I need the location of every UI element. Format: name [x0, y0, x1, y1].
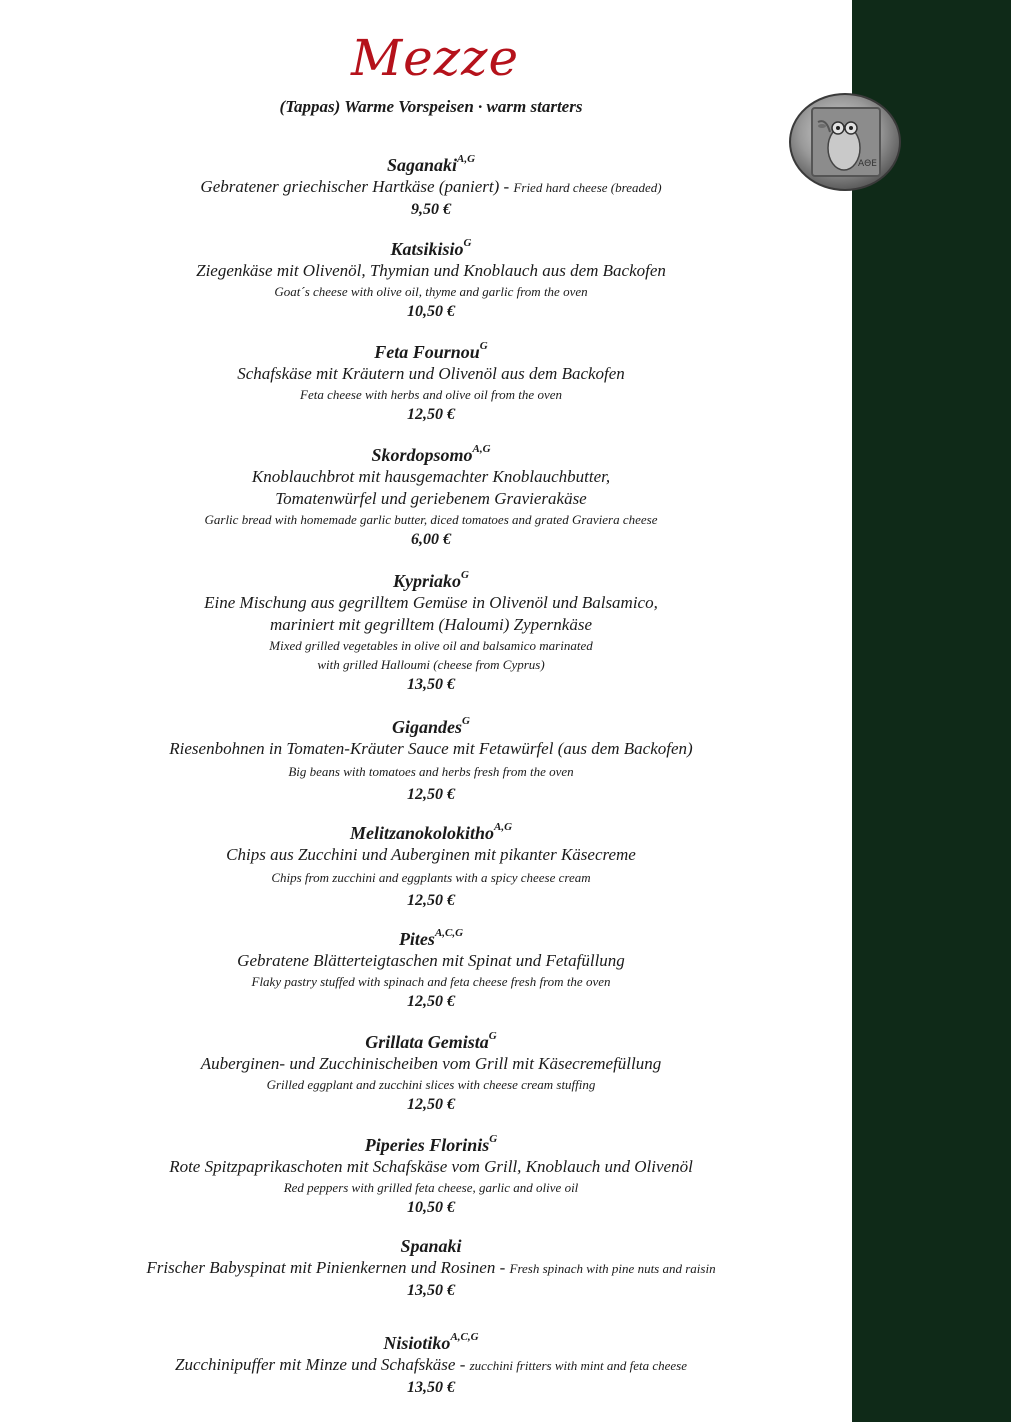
allergen-codes: G	[461, 569, 469, 581]
dish-name: Spanaki	[400, 1236, 462, 1256]
allergen-codes: G	[488, 1030, 497, 1042]
dish-description: Eine Mischung aus gegrilltem Gemüse in Olivenöl und Balsamico,	[204, 593, 658, 612]
dish-description: Gebratener griechischer Hartkäse (paniert) - Fried hard cheese (breaded)	[200, 177, 662, 196]
dish-name: Kypriako$^G$	[393, 569, 469, 591]
dish-description-en: Big beans with tomatoes and herbs fresh from the oven	[288, 764, 574, 779]
allergen-codes: G	[489, 1133, 498, 1145]
dish-description-en: Garlic bread with homemade garlic butter, diced tomatoes and grated Graviera cheese	[204, 512, 658, 527]
menu-item-nisiotiko	[0, 1328, 862, 1399]
menu-item-grillata-gemista	[0, 1027, 862, 1116]
dish-description-en: zucchini fritters with mint and feta cheese	[469, 1358, 687, 1373]
dish-description-line2: Tomatenwürfel und geriebenem Gravierakäse	[275, 489, 587, 508]
dish-description-en: Goat´s cheese with olive oil, thyme and garlic from the oven	[274, 284, 588, 299]
side-band	[852, 0, 1011, 1422]
dish-description: Riesenbohnen in Tomaten-Kräuter Sauce mit Fetawürfel (aus dem Backofen)	[169, 739, 693, 758]
dish-name: Gigandes$^G$	[392, 715, 470, 737]
allergen-codes: A,G	[494, 821, 513, 833]
svg-text:ΑΘΕ: ΑΘΕ	[858, 159, 877, 169]
dish-description-en: Chips from zucchini and eggplants with a spicy cheese cream	[271, 870, 591, 885]
dish-price: 6,00 €	[411, 531, 451, 548]
allergen-codes: G	[462, 715, 470, 727]
dish-price: 10,50 €	[407, 1199, 455, 1216]
dish-name: Pites$^{A,C,G}$	[398, 927, 464, 949]
allergen-codes: G	[479, 340, 488, 352]
dish-price: 12,50 €	[407, 1096, 455, 1113]
dish-description-en: Grilled eggplant and zucchini slices with cheese cream stuffing	[266, 1077, 596, 1092]
menu-item-pites	[0, 924, 862, 1013]
dish-price: 13,50 €	[407, 676, 455, 693]
dish-description: Zucchinipuffer mit Minze und Schafskäse - zucchini fritters with mint and feta cheese	[175, 1355, 687, 1374]
dish-name: Feta Fournou$^G$	[374, 340, 488, 362]
allergen-codes: A,C,G	[434, 927, 464, 939]
dish-name: Piperies Florinis$^G$	[364, 1133, 498, 1155]
dish-description-en-line2: with grilled Halloumi (cheese from Cyprus)	[317, 657, 545, 672]
dish-description-en: Flaky pastry stuffed with spinach and feta cheese fresh from the oven	[251, 974, 611, 989]
menu-item-kypriako	[0, 566, 862, 696]
menu-item-saganaki	[0, 150, 862, 221]
menu-item-piperies-florinis	[0, 1130, 862, 1219]
menu-item-skordopsomo	[0, 440, 862, 551]
dish-name: Skordopsomo$^{A,G}$	[371, 443, 491, 465]
dish-price: 13,50 €	[407, 1379, 455, 1396]
menu-item-feta-fournou	[0, 337, 862, 426]
dish-name: Saganaki$^{A,G}$	[386, 153, 476, 175]
menu-title: Mezze	[350, 29, 520, 87]
menu-item-gigandes	[0, 712, 862, 806]
dish-name: Melitzanokolokitho$^{A,G}$	[349, 821, 513, 843]
dish-price: 13,50 €	[407, 1282, 455, 1299]
dish-description: Ziegenkäse mit Olivenöl, Thymian und Knoblauch aus dem Backofen	[196, 261, 666, 280]
allergen-codes: A,G	[457, 153, 476, 165]
dish-price: 12,50 €	[407, 786, 455, 803]
dish-price: 12,50 €	[407, 892, 455, 909]
dish-price: 10,50 €	[407, 303, 455, 320]
dish-description-line2: mariniert mit gegrilltem (Haloumi) Zypernkäse	[269, 615, 592, 634]
allergen-codes: A,C,G	[450, 1331, 479, 1343]
dish-description-en: Red peppers with grilled feta cheese, garlic and olive oil	[283, 1180, 579, 1195]
dish-description: Schafskäse mit Kräutern und Olivenöl aus dem Backofen	[237, 364, 625, 383]
dish-description: Frischer Babyspinat mit Pinienkernen und Rosinen - Fresh spinach with pine nuts and raisin	[146, 1258, 716, 1277]
dish-price: 12,50 €	[407, 406, 455, 423]
dish-name: Katsikisio$^G$	[390, 237, 472, 259]
dish-description: Auberginen- und Zucchinischeiben vom Grill mit Käsecremefüllung	[200, 1054, 662, 1073]
dish-description: Gebratene Blätterteigtaschen mit Spinat und Fetafüllung	[237, 951, 625, 970]
dish-description-en: Mixed grilled vegetables in olive oil and balsamico marinated	[269, 638, 593, 653]
dish-description: Chips aus Zucchini und Auberginen mit pikanter Käsecreme	[226, 845, 636, 864]
menu-item-melitzanokolokitho	[0, 818, 862, 912]
allergen-codes: G	[463, 237, 472, 249]
menu-subtitle: (Tappas) Warme Vorspeisen · warm starters	[279, 97, 583, 116]
dish-name: Nisiotiko$^{A,C,G}$	[383, 1331, 479, 1353]
dish-price: 12,50 €	[407, 993, 455, 1010]
dish-description-en: Feta cheese with herbs and olive oil from the oven	[300, 387, 562, 402]
dish-price: 9,50 €	[411, 201, 451, 218]
dish-description-en: Fresh spinach with pine nuts and raisin	[509, 1261, 716, 1276]
dish-description: Rote Spitzpaprikaschoten mit Schafskäse vom Grill, Knoblauch und Olivenöl	[169, 1157, 693, 1176]
allergen-codes: A,G	[472, 443, 491, 455]
dish-name: Grillata Gemista$^G$	[365, 1030, 497, 1052]
menu-item-katsikisio	[0, 234, 862, 323]
dish-description-en: Fried hard cheese (breaded)	[513, 180, 662, 195]
menu-item-spanaki	[0, 1235, 862, 1302]
dish-description: Knoblauchbrot mit hausgemachter Knoblauchbutter,	[251, 467, 611, 486]
